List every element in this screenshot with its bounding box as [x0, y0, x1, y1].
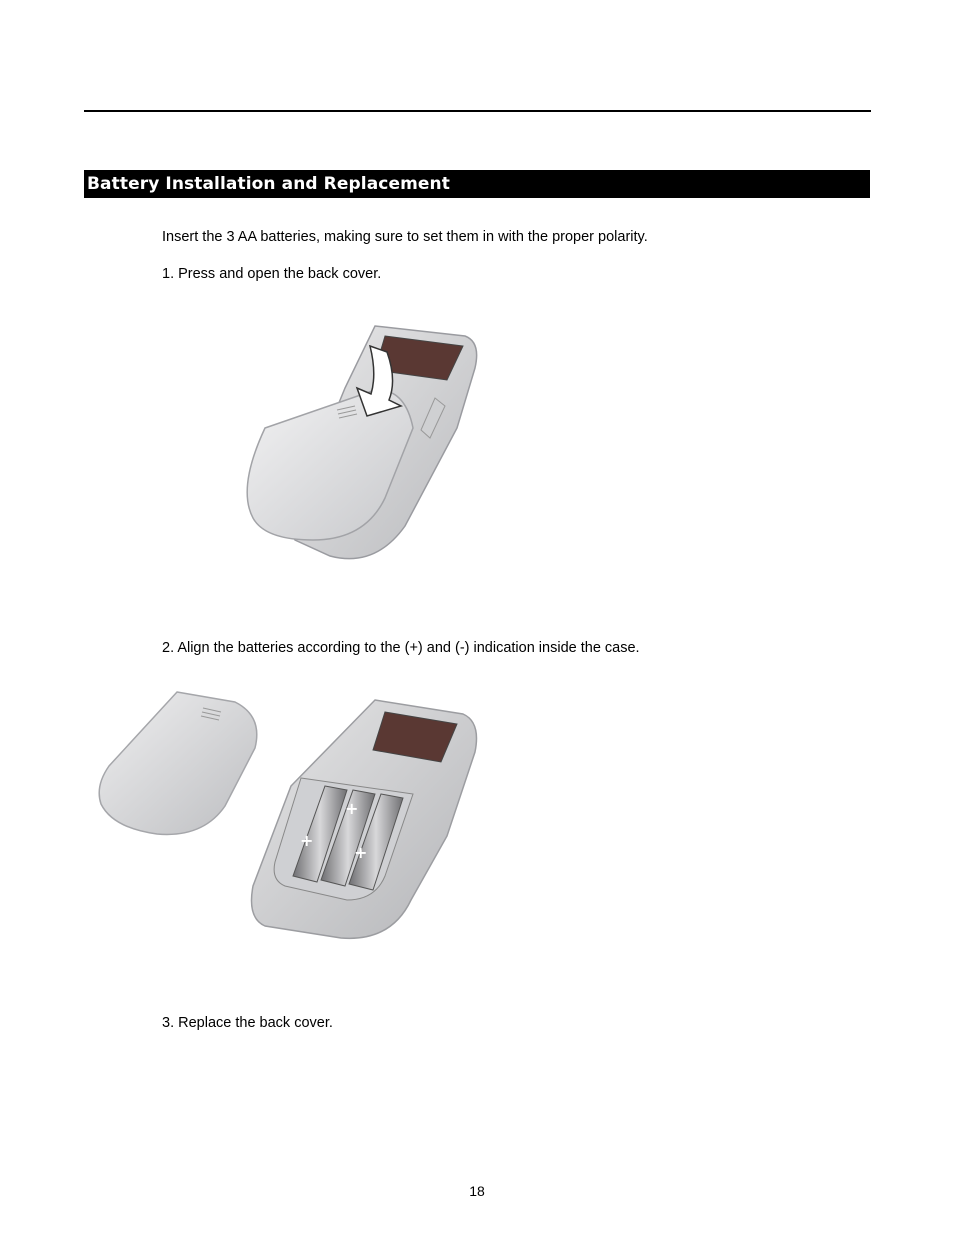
step-1-text: 1. Press and open the back cover.	[162, 266, 382, 282]
section-title: Battery Installation and Replacement	[87, 174, 450, 194]
figure-open-back-cover	[225, 318, 485, 568]
step-2-text: 2. Align the batteries according to the (+) and (-) indication inside the case.	[162, 640, 640, 656]
battery-3-plus: +	[354, 843, 368, 862]
step-3-text: 3. Replace the back cover.	[162, 1015, 333, 1031]
battery-1-plus: +	[300, 831, 314, 850]
figure-align-batteries	[95, 686, 485, 946]
intro-text: Insert the 3 AA batteries, making sure to set them in with the proper polarity.	[162, 229, 648, 245]
header-rule	[84, 110, 871, 112]
section-header-bar	[84, 170, 870, 198]
detached-back-cover	[99, 692, 257, 834]
battery-2-plus: +	[345, 799, 359, 818]
page-number: 18	[469, 1183, 485, 1199]
